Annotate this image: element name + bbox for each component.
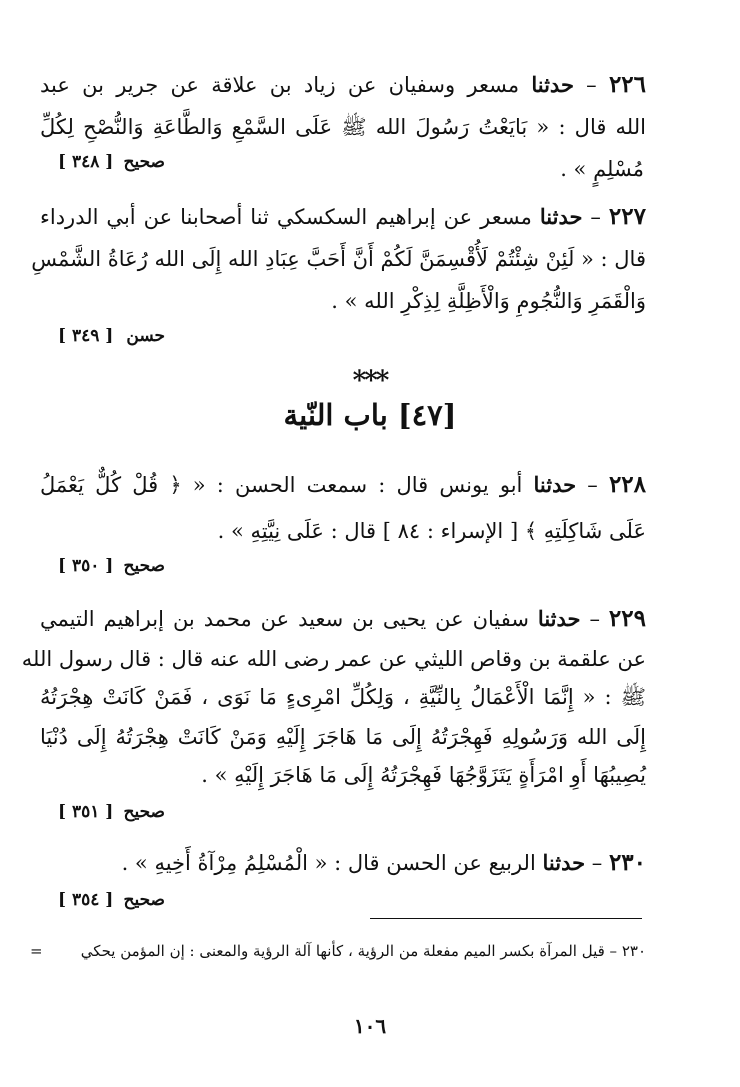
- hadith-text: مسعر وسفيان عن زياد بن علاقة عن جرير بن عبد: [40, 73, 520, 97]
- hadith-228-grade: [58, 552, 165, 580]
- hadith-227-line-2: قال : « لَئِنْ شِئْتُمْ لَأُقْسِمَنَّ لَكُمْ أَنَّ أَحَبَّ عِبَادِ الله إِلَى الله رُعَاةُ الشَّمْسِ: [31, 247, 646, 271]
- hadith-number: ٢٢٨: [608, 471, 646, 498]
- hadith-229-line-3: ﷺ : « إِنَّمَا الْأَعْمَالُ بِالنِّيَّةِ ، وَلِكُلِّ امْرِىءٍ مَا نَوَى ، فَمَنْ كَانَتْ هِجْرَتُهُ: [40, 685, 646, 709]
- hadith-text: سفيان عن يحيى بن سعيد عن محمد بن إبراهيم التيمي: [40, 607, 529, 631]
- hadith-226-line-2: الله قال : « بَايَعْتُ رَسُولَ الله ﷺ عَلَى السَّمْعِ وَالطَّاعَةِ وَالنُّصْحِ لِكُلِّ: [40, 115, 646, 139]
- footnote-text: ٢٣٠ – قيل المرآة بكسر الميم مفعلة من الرؤية ، كأنها آلة الرؤية والمعنى : إن المؤمن يحكي: [80, 942, 646, 960]
- hadith-228-line-2: عَلَى شَاكِلَتِهِ ﴾ [ الإسراء : ٨٤ ] قال : عَلَى نِيَّتِهِ » .: [217, 519, 646, 543]
- narration-keyword: حدثنا: [537, 606, 581, 631]
- hadith-229-line-5: يُصِيبُهَا أَوِ امْرَأَةٍ يَتَزَوَّجُهَا فَهِجْرَتُهُ إِلَى مَا هَاجَرَ إِلَيْهِ » .: [201, 763, 646, 787]
- hadith-227-line-3: وَالْقَمَرِ وَالنُّجُومِ وَالْأَظِلَّةِ لِذِكْرِ الله » .: [331, 289, 646, 313]
- chapter-title: [٤٧] باب النّية: [283, 398, 457, 432]
- narration-keyword: حدثنا: [542, 850, 586, 875]
- reference-number: [ ٣٥٤ ]: [58, 890, 114, 910]
- hadith-230-line-1: ٢٣٠ – حدثنا الربيع عن الحسن قال : « الْمُسْلِمُ مِرْآةُ أَخِيهِ » .: [121, 849, 646, 876]
- hadith-226-line-1: ٢٢٦ – حدثنا مسعر وسفيان عن زياد بن علاقة عن جرير بن عبد: [40, 71, 646, 98]
- narration-keyword: حدثنا: [539, 204, 583, 229]
- hadith-229-line-1: ٢٢٩ – حدثنا سفيان عن يحيى بن سعيد عن محمد بن إبراهيم التيمي: [40, 605, 646, 632]
- hadith-227-grade: [58, 322, 165, 350]
- hadith-230-grade: [58, 886, 165, 914]
- hadith-226-grade: [58, 148, 165, 176]
- hadith-number: ٢٢٩: [608, 605, 646, 632]
- reference-number: [ ٣٤٨ ]: [58, 152, 114, 172]
- narration-keyword: حدثنا: [533, 472, 577, 497]
- hadith-text: مسعر عن إبراهيم السكسكي ثنا أصحابنا عن أبي الدرداء: [40, 205, 532, 229]
- footnote-continuation-mark: =: [30, 942, 43, 960]
- hadith-229-grade: [58, 798, 165, 826]
- hadith-228-line-1: ٢٢٨ – حدثنا أبو يونس قال : سمعت الحسن : « ﴿ قُلْ كُلٌّ يَعْمَلُ: [40, 471, 646, 498]
- section-separator: ***: [352, 366, 388, 396]
- narration-keyword: حدثنا: [531, 72, 574, 97]
- hadith-number: ٢٢٦: [608, 71, 646, 98]
- hadith-226-line-3: مُسْلِمٍ » .: [560, 157, 644, 181]
- reference-number: [ ٣٥٠ ]: [58, 556, 114, 576]
- page-number: ١٠٦: [353, 1014, 387, 1038]
- footnote: [30, 942, 646, 960]
- reference-number: [ ٣٥١ ]: [58, 802, 114, 822]
- grade-label: صحيح: [123, 556, 165, 576]
- hadith-number: ٢٣٠: [608, 849, 646, 876]
- grade-label: حسن: [126, 326, 165, 346]
- hadith-229-line-4: إِلَى الله وَرَسُولِهِ فَهِجْرَتُهُ إِلَى مَا هَاجَرَ إِلَيْهِ وَمَنْ كَانَتْ هِجْرَتُهُ إِلَى دُنْيَا: [40, 725, 646, 749]
- grade-label: صحيح: [123, 802, 165, 822]
- hadith-number: ٢٢٧: [608, 203, 646, 230]
- grade-label: صحيح: [123, 890, 165, 910]
- hadith-229-line-2: عن علقمة بن وقاص الليثي عن عمر رضى الله عنه قال : قال رسول الله: [21, 647, 646, 671]
- hadith-text: الربيع عن الحسن قال : « الْمُسْلِمُ مِرْآةُ أَخِيهِ » .: [121, 851, 536, 875]
- hadith-227-line-1: ٢٢٧ – حدثنا مسعر عن إبراهيم السكسكي ثنا أصحابنا عن أبي الدرداء: [40, 203, 646, 230]
- reference-number: [ ٣٤٩ ]: [58, 326, 114, 346]
- hadith-text: أبو يونس قال : سمعت الحسن : « ﴿ قُلْ كُلٌّ يَعْمَلُ: [40, 473, 523, 497]
- footnote-divider: [370, 918, 642, 919]
- grade-label: صحيح: [123, 152, 165, 172]
